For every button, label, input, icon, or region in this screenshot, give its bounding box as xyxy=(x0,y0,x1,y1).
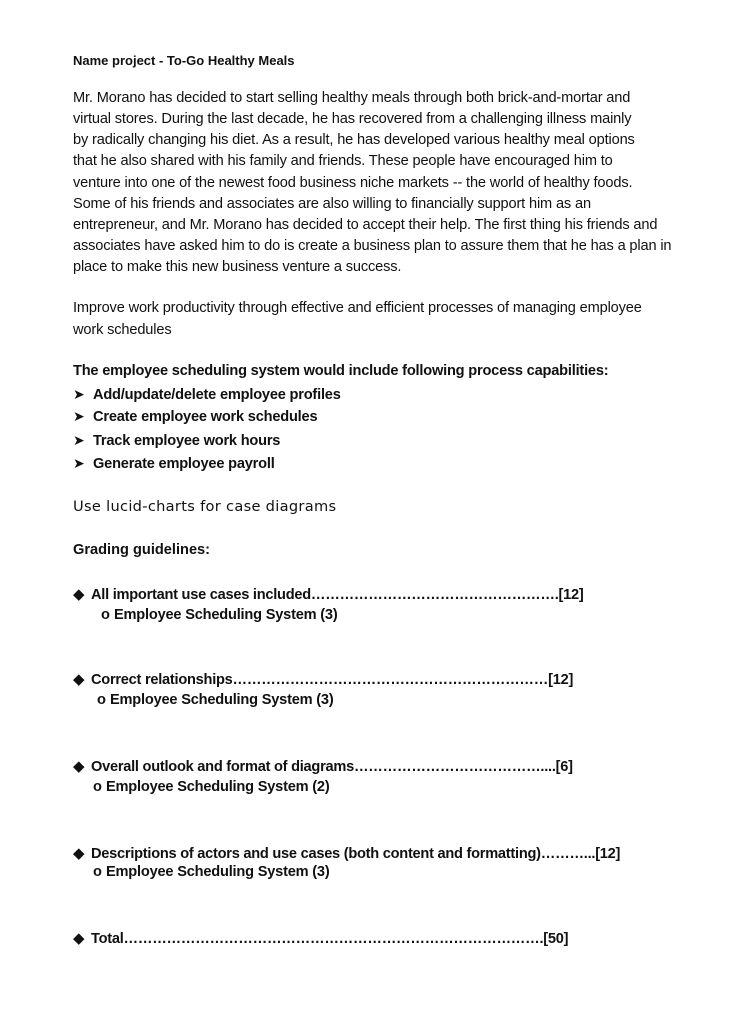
intro-line: associates have asked him to do is create a business plan to assure them that he has a plan in xyxy=(73,238,672,254)
grading-subitem-label: Employee Scheduling System (3) xyxy=(114,607,338,623)
arrowhead-bullet-icon: ➤ xyxy=(73,408,85,424)
tool-note: Use lucid-charts for case diagrams xyxy=(73,498,337,515)
grading-item xyxy=(73,844,620,862)
capability-item xyxy=(73,386,341,403)
capability-label: Create employee work schedules xyxy=(93,409,318,425)
grading-subitem xyxy=(101,607,338,623)
grading-subitem-label: Employee Scheduling System (3) xyxy=(106,864,330,880)
diamond-bullet-icon: ◆ xyxy=(73,845,85,862)
intro-line: by radically changing his diet. As a result, he has developed various healthy meal options xyxy=(73,132,635,148)
capability-label: Track employee work hours xyxy=(93,433,281,449)
intro-line: virtual stores. During the last decade, he has recovered from a challenging illness mainly xyxy=(73,111,632,127)
grading-total xyxy=(73,929,568,947)
capabilities-title: The employee scheduling system would include following process capabilities: xyxy=(73,363,609,379)
grading-subitem xyxy=(97,692,334,708)
capability-label: Add/update/delete employee profiles xyxy=(93,387,341,403)
grading-subitem-label: Employee Scheduling System (3) xyxy=(110,692,334,708)
intro-line: Some of his friends and associates are also willing to financially support him as an xyxy=(73,196,591,212)
grading-title: Grading guidelines: xyxy=(73,542,211,558)
grading-item-label: Overall outlook and format of diagrams…………………………………....[6] xyxy=(91,759,573,775)
sub-bullet-marker: o xyxy=(93,864,102,880)
grading-item xyxy=(73,670,573,688)
grading-subitem xyxy=(93,864,330,880)
sub-bullet-marker: o xyxy=(97,692,106,708)
arrowhead-bullet-icon: ➤ xyxy=(73,455,85,471)
sub-bullet-marker: o xyxy=(93,779,102,795)
arrowhead-bullet-icon: ➤ xyxy=(73,386,85,402)
diamond-bullet-icon: ◆ xyxy=(73,758,85,775)
grading-total-label: Total…………………………………………………………………………….[50] xyxy=(91,931,569,947)
project-title: Name project - To-Go Healthy Meals xyxy=(73,53,295,68)
diamond-bullet-icon: ◆ xyxy=(73,671,85,688)
capability-item xyxy=(73,455,275,472)
grading-item xyxy=(73,585,584,603)
grading-item xyxy=(73,757,573,775)
goal-line: work schedules xyxy=(73,322,172,338)
intro-line: place to make this new business venture a success. xyxy=(73,259,402,275)
capability-item xyxy=(73,408,317,425)
grading-subitem xyxy=(93,779,330,795)
capability-label: Generate employee payroll xyxy=(93,456,275,472)
intro-line: venture into one of the newest food business niche markets -- the world of healthy foods. xyxy=(73,175,633,191)
arrowhead-bullet-icon: ➤ xyxy=(73,432,85,448)
diamond-bullet-icon: ◆ xyxy=(73,586,85,603)
sub-bullet-marker: o xyxy=(101,607,110,623)
grading-item-label: Correct relationships…………………………………………………………[12] xyxy=(91,672,574,688)
intro-line: that he also shared with his family and friends. These people have encouraged him to xyxy=(73,153,613,169)
grading-item-label: Descriptions of actors and use cases (both content and formatting)………...[12] xyxy=(91,846,621,862)
goal-line: Improve work productivity through effective and efficient processes of managing employee xyxy=(73,300,642,316)
diamond-bullet-icon: ◆ xyxy=(73,930,85,947)
intro-line: Mr. Morano has decided to start selling healthy meals through both brick-and-mortar and xyxy=(73,90,631,106)
intro-line: entrepreneur, and Mr. Morano has decided to accept their help. The first thing his friends and xyxy=(73,217,658,233)
grading-item-label: All important use cases included…………………………………………….[12] xyxy=(91,587,584,603)
capability-item xyxy=(73,432,280,449)
grading-subitem-label: Employee Scheduling System (2) xyxy=(106,779,330,795)
